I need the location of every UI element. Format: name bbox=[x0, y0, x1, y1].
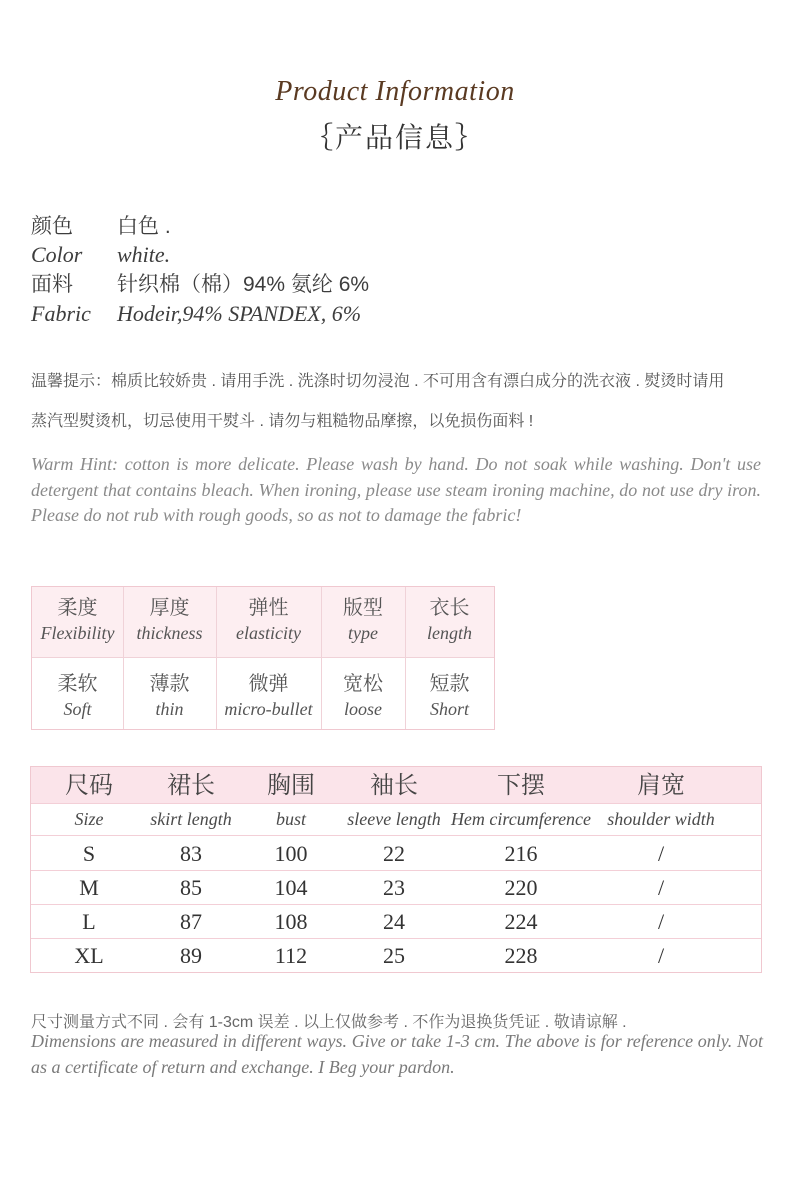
size-cell: 24 bbox=[383, 909, 405, 934]
attribute-header-en: length bbox=[427, 623, 472, 643]
size-cell: 87 bbox=[180, 909, 202, 934]
color-label-en: Color bbox=[31, 242, 83, 267]
size-header-en: shoulder width bbox=[607, 809, 715, 829]
attribute-header-cn: 弹性 bbox=[248, 597, 289, 619]
attribute-header-en: elasticity bbox=[236, 623, 301, 643]
size-cell: 23 bbox=[383, 875, 405, 900]
color-row-en bbox=[31, 240, 170, 270]
attribute-header-cn: 厚度 bbox=[149, 597, 190, 619]
attribute-value-en: Soft bbox=[63, 699, 92, 719]
attribute-header-cn: 衣长 bbox=[429, 597, 470, 619]
care-hint-en: Warm Hint: cotton is more delicate. Please wash by hand. Do not soak while washing. Don't use detergent that contains bleach. When ironing, please use steam ironing machine, do not use dry iron. Please do not rub with rough goods, so as not to damage the fabric! bbox=[31, 454, 761, 525]
size-cell: 220 bbox=[504, 875, 538, 900]
size-row-divider bbox=[31, 835, 761, 836]
size-header-cn: 下摆 bbox=[497, 772, 545, 799]
size-cell: M bbox=[79, 875, 99, 900]
attribute-value-thickness bbox=[123, 671, 216, 721]
attribute-value-cn: 短款 bbox=[429, 673, 470, 695]
size-cell: 108 bbox=[274, 909, 308, 934]
size-header-cn: 袖长 bbox=[370, 772, 418, 799]
size-cell: 85 bbox=[180, 875, 202, 900]
size-cell: 22 bbox=[383, 841, 405, 866]
attribute-header-cn: 柔度 bbox=[57, 597, 98, 619]
size-disclaimer-en: Dimensions are measured in different ways. Give or take 1-3 cm. The above is for reference only. Not as a certificate of return and exchange. I Beg your pardon. bbox=[31, 1031, 763, 1077]
attribute-header-thickness bbox=[123, 595, 216, 645]
care-hint-cn-line1: 温馨提示：棉质比较娇贵 . 请用手洗 . 洗涤时切勿浸泡 . 不可用含有漂白成分的洗衣液 . 熨烫时请用 bbox=[31, 373, 725, 390]
attribute-value-type bbox=[321, 671, 405, 721]
fabric-label-cn: 面料 bbox=[31, 273, 73, 296]
color-value-cn: 白色 . bbox=[117, 215, 171, 238]
size-header-en: Size bbox=[74, 809, 104, 829]
color-row-cn bbox=[31, 212, 171, 242]
size-table bbox=[30, 766, 762, 973]
size-cell: / bbox=[657, 875, 665, 900]
size-cell: / bbox=[657, 841, 665, 866]
attribute-table bbox=[31, 586, 495, 730]
attribute-header-type bbox=[321, 595, 405, 645]
attribute-header-en: type bbox=[348, 623, 378, 643]
size-cell: 25 bbox=[383, 943, 405, 968]
size-row-divider bbox=[31, 803, 761, 804]
attribute-value-en: Short bbox=[429, 699, 469, 719]
attribute-value-elasticity bbox=[216, 671, 321, 721]
attribute-value-en: loose bbox=[344, 699, 382, 719]
size-cell: 100 bbox=[274, 841, 308, 866]
size-header-en: Hem circumference bbox=[450, 809, 592, 829]
size-cell: 89 bbox=[180, 943, 202, 968]
size-cell: L bbox=[82, 909, 96, 934]
size-disclaimer-cn: 尺寸测量方式不同 . 会有 1-3cm 误差 . 以上仅做参考 . 不作为退换货凭证 . 敬请谅解 . bbox=[31, 1014, 627, 1031]
size-cell: 228 bbox=[504, 943, 538, 968]
size-header-cn: 尺码 bbox=[65, 772, 113, 799]
attribute-value-cn: 柔软 bbox=[57, 673, 98, 695]
attribute-header-en: thickness bbox=[136, 623, 203, 643]
attribute-value-en: thin bbox=[155, 699, 184, 719]
fabric-row-cn bbox=[31, 270, 369, 300]
size-cell: S bbox=[82, 841, 96, 866]
size-header-cn: 肩宽 bbox=[637, 772, 685, 799]
attribute-divider bbox=[32, 657, 494, 658]
attribute-value-cn: 微弹 bbox=[248, 673, 289, 695]
size-cell: 112 bbox=[274, 943, 308, 968]
attribute-value-cn: 薄款 bbox=[149, 673, 190, 695]
attribute-value-en: micro-bullet bbox=[224, 699, 313, 719]
fabric-row-en bbox=[31, 299, 361, 329]
attribute-value-flexibility bbox=[32, 671, 123, 721]
attribute-header-length bbox=[405, 595, 494, 645]
color-label-cn: 颜色 bbox=[31, 215, 73, 238]
attribute-value-length bbox=[405, 671, 494, 721]
size-cell: 83 bbox=[180, 841, 202, 866]
attribute-header-flexibility bbox=[32, 595, 123, 645]
size-header-en: sleeve length bbox=[347, 809, 441, 829]
attribute-value-cn: 宽松 bbox=[343, 673, 383, 695]
size-cell: 216 bbox=[504, 841, 538, 866]
size-header-cn: 裙长 bbox=[167, 772, 215, 799]
fabric-value-cn: 针织棉（棉）94% 氨纶 6% bbox=[117, 273, 370, 296]
page-title-cn: ｛产品信息｝ bbox=[304, 122, 485, 153]
size-header-en: skirt length bbox=[150, 809, 232, 829]
attribute-header-cn: 版型 bbox=[343, 597, 383, 619]
attribute-header-en: Flexibility bbox=[40, 623, 115, 643]
size-cell: 104 bbox=[274, 875, 308, 900]
size-header-en: bust bbox=[275, 809, 306, 829]
page-title-en: Product Information bbox=[275, 76, 515, 107]
care-hint-cn-line2: 蒸汽型熨烫机，切忌使用干熨斗 . 请勿与粗糙物品摩擦，以免损伤面料 ! bbox=[31, 413, 534, 430]
attribute-header-elasticity bbox=[216, 595, 321, 645]
size-cell: / bbox=[657, 943, 665, 968]
color-value-en: white. bbox=[117, 242, 171, 267]
size-header-cn: 胸围 bbox=[267, 772, 315, 799]
fabric-value-en: Hodeir,94% SPANDEX, 6% bbox=[117, 301, 362, 326]
size-cell: 224 bbox=[504, 909, 538, 934]
fabric-label-en: Fabric bbox=[31, 301, 91, 326]
size-cell: / bbox=[657, 909, 665, 934]
size-cell: XL bbox=[74, 943, 104, 968]
